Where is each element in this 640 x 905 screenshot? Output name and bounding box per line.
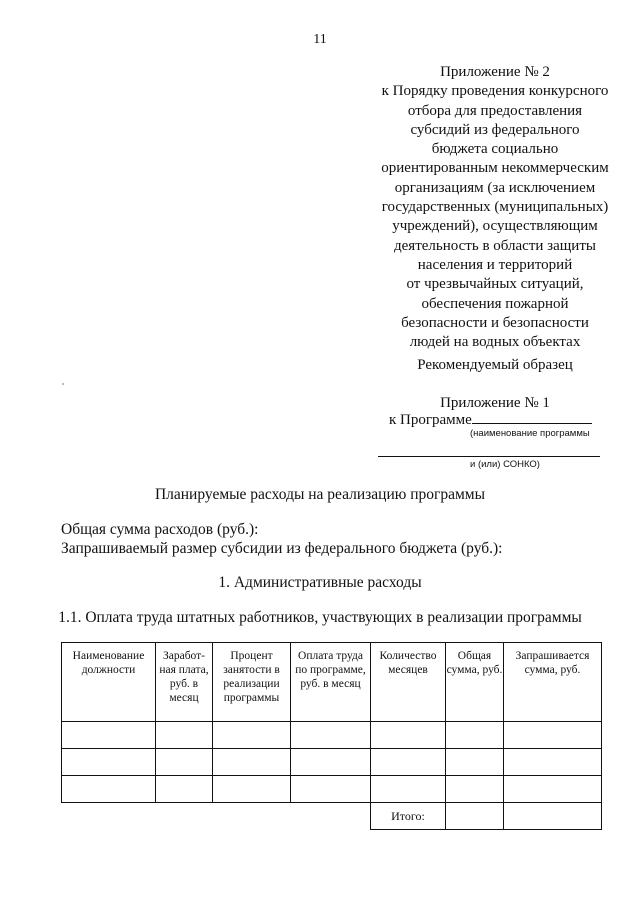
table-row — [62, 749, 602, 776]
total-requested-cell[interactable] — [504, 803, 602, 830]
table-row — [62, 722, 602, 749]
page-number: 11 — [313, 32, 327, 47]
table-cell[interactable] — [213, 722, 291, 749]
appendix-line: безопасности и безопасности — [401, 314, 589, 331]
table-cell[interactable] — [62, 749, 156, 776]
staff-salary-table — [61, 642, 602, 830]
header-total-sum: Общая сумма, руб. — [446, 643, 504, 722]
requested-subsidy-label: Запрашиваемый размер субсидии из федерального бюджета (руб.): — [61, 540, 503, 557]
section-title: 1. Административные расходы — [218, 574, 422, 591]
org-blank-line[interactable] — [378, 456, 600, 457]
appendix-line: деятельность в области защиты — [394, 237, 596, 254]
appendix-line: населения и территорий — [417, 256, 573, 273]
table-cell[interactable] — [371, 749, 446, 776]
program-blank-line[interactable] — [472, 411, 592, 424]
total-expenses-label: Общая сумма расходов (руб.): — [61, 521, 259, 538]
header-position: Наименование должности — [62, 643, 156, 722]
table-cell[interactable] — [62, 776, 156, 803]
header-employment-percent: Процент занятости в реализации программы — [213, 643, 291, 722]
table-cell[interactable] — [156, 749, 213, 776]
table-cell[interactable] — [62, 722, 156, 749]
org-name-caption: и (или) СОНКО) — [470, 459, 540, 470]
appendix-2-header — [372, 63, 618, 352]
table-cell[interactable] — [504, 776, 602, 803]
appendix-line: учреждений), осуществляющим — [392, 218, 598, 235]
program-name-field[interactable] — [389, 411, 592, 429]
table-cell[interactable] — [371, 776, 446, 803]
appendix-line: людей на водных объектах — [409, 334, 581, 351]
table-cell[interactable] — [213, 749, 291, 776]
program-label: к Программе — [389, 412, 472, 428]
scan-speck — [62, 383, 64, 385]
program-name-caption: (наименование программы — [470, 428, 590, 439]
header-program-pay: Оплата труда по программе, руб. в месяц — [291, 643, 371, 722]
appendix-1-title: Приложение № 1 — [440, 395, 550, 411]
appendix-line: организациям (за исключением — [394, 179, 596, 196]
table-cell[interactable] — [446, 749, 504, 776]
total-sum-cell[interactable] — [446, 803, 504, 830]
appendix-line: к Порядку проведения конкурсного — [381, 83, 609, 100]
header-salary: Заработ-ная плата, руб. в месяц — [156, 643, 213, 722]
appendix-line: ориентированным некоммерческим — [381, 160, 609, 177]
total-label: Итого: — [371, 803, 446, 830]
table-cell[interactable] — [291, 722, 371, 749]
table-row — [62, 776, 602, 803]
table-cell[interactable] — [446, 722, 504, 749]
appendix-line: государственных (муниципальных) — [381, 199, 609, 216]
appendix-line: Приложение № 2 — [440, 64, 550, 80]
table-cell[interactable] — [446, 776, 504, 803]
appendix-line: от чрезвычайных ситуаций, — [406, 276, 584, 293]
table-cell[interactable] — [291, 776, 371, 803]
table-cell[interactable] — [504, 749, 602, 776]
appendix-line: бюджета социально — [431, 141, 559, 158]
document-title: Планируемые расходы на реализацию программы — [154, 486, 486, 503]
recommended-sample-label: Рекомендуемый образец — [417, 357, 573, 373]
table-header-row — [62, 643, 602, 722]
subsection-title: 1.1. Оплата труда штатных работников, участвующих в реализации программы — [58, 609, 582, 626]
table-cell[interactable] — [371, 722, 446, 749]
table-cell[interactable] — [156, 722, 213, 749]
table-cell[interactable] — [504, 722, 602, 749]
appendix-line: отбора для предоставления — [407, 102, 583, 119]
appendix-line: субсидий из федерального — [410, 121, 580, 138]
header-requested-sum: Запрашивается сумма, руб. — [504, 643, 602, 722]
total-row — [62, 803, 602, 830]
table-cell[interactable] — [213, 776, 291, 803]
total-row-spacer — [62, 803, 371, 830]
table-cell[interactable] — [291, 749, 371, 776]
appendix-line: обеспечения пожарной — [421, 295, 569, 312]
header-months: Количество месяцев — [371, 643, 446, 722]
table-cell[interactable] — [156, 776, 213, 803]
